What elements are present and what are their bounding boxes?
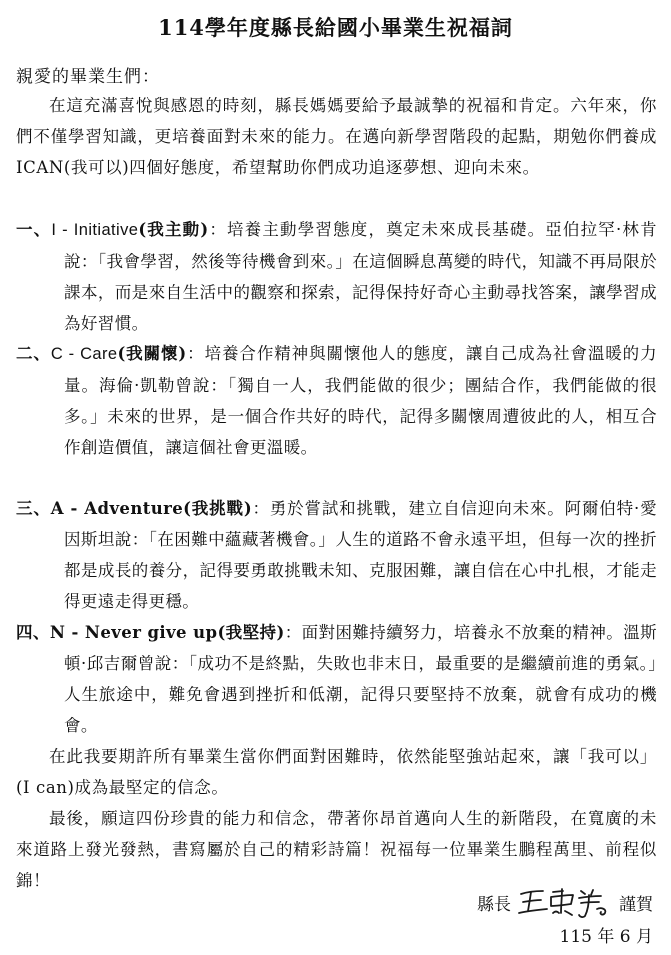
closing-paragraph: 最後，願這四份珍貴的能力和信念，帶著你昂首邁向人生的新階段，在寬廣的未來道路上發光發熱，書寫屬於自己的精彩詩篇！祝福每一位畢業生鵬程萬里、前程似錦！: [16, 809, 657, 890]
item-heading-en: N - Never give up: [49, 623, 218, 642]
item-text: ：勇於嘗試和挑戰，建立自信迎向未來。阿爾伯特·愛因斯坦說：「在困難中蘊藏著機會。」人生的道路不會永遠平坦，但每一次的挫折都是成長的養分，記得要勇敢挑戰未知、克服困難，讓自信在心中扎根，才能走得更遠走得更穩。: [64, 499, 657, 611]
item-heading-zh: (我堅持): [217, 623, 285, 642]
item-heading-en: C - Care: [50, 345, 118, 363]
expectation-paragraph: 在此我要期許所有畢業生當你們面對困難時，依然能堅強站起來，讓「我可以」(I can)成為最堅定的信念。: [16, 747, 657, 797]
item-heading-zh: (我挑戰): [183, 499, 253, 518]
item-heading-en: I - Initiative: [51, 221, 139, 239]
greeting: 親愛的畢業生們：: [16, 67, 160, 87]
item-initiative: [16, 214, 657, 339]
item-never-give-up: [16, 617, 657, 741]
signature-row: [477, 885, 653, 919]
item-number: 一、: [16, 220, 52, 239]
item-adventure: [16, 493, 657, 617]
document-title: 114學年度縣長給國小畢業生祝福詞: [158, 15, 513, 40]
item-text: ：培養主動學習態度，奠定未來成長基礎。亞伯拉罕·林肯說：「我會學習，然後等待機會到來。」在這個瞬息萬變的時代，知識不再局限於課本，而是來自生活中的觀察和探索，記得保持好奇心主動尋找答案，讓學習成為好習慣。: [64, 220, 657, 333]
item-number: 二、: [16, 344, 51, 363]
signature-prefix: 縣長: [477, 894, 511, 915]
intro-paragraph: 在這充滿喜悅與感恩的時刻，縣長媽媽要給予最誠摯的祝福和肯定。六年來，你們不僅學習知識，更培養面對未來的能力。在邁向新學習階段的起點，期勉你們養成 ICAN(我可以)四個好態度，希望幫助你們成功追逐夢想、迎向未來。: [16, 96, 657, 177]
item-number: 三、: [16, 499, 51, 518]
item-heading-zh: (我關懷): [117, 344, 187, 363]
handwritten-signature: [515, 885, 615, 919]
document-date: 115 年 6 月: [559, 927, 653, 947]
item-text: ：面對困難持續努力，培養永不放棄的精神。溫斯頓·邱吉爾曾說：「成功不是終點，失敗也非末日，最重要的是繼續前進的勇氣。」人生旅途中，難免會遇到挫折和低潮，記得只要堅持不放棄，就會有成功的機會。: [64, 623, 657, 735]
item-heading-zh: (我主動): [138, 220, 209, 239]
signature-suffix: 謹賀: [619, 894, 653, 915]
item-care: [16, 338, 657, 463]
item-text: ：培養合作精神與關懷他人的態度，讓自己成為社會溫暖的力量。海倫·凱勒曾說：「獨自一人，我們能做的很少；團結合作，我們能做的很多。」未來的世界，是一個合作共好的時代，記得多關懷周遭彼此的人，相互合作創造價值，讓這個社會更溫暖。: [64, 344, 657, 457]
item-heading-en: A - Adventure: [50, 499, 184, 518]
item-number: 四、: [16, 623, 50, 642]
